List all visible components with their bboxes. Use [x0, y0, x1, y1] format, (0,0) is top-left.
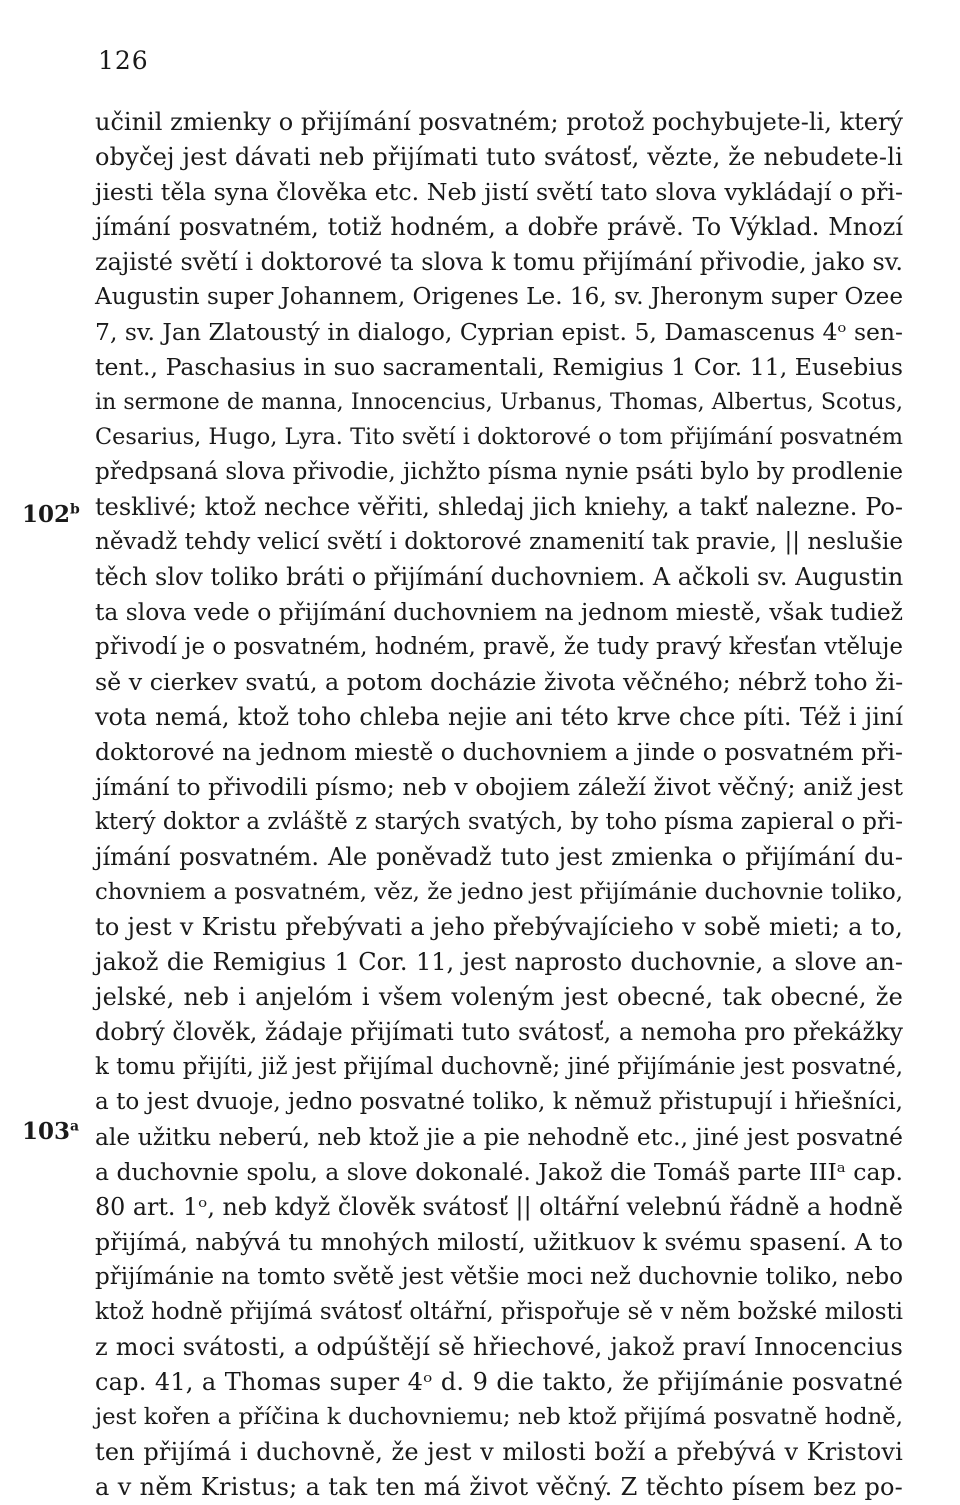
text-line: Cesarius, Hugo, Lyra. Tito světí i doktorové o tom přijímání posvatném [95, 424, 903, 450]
text-line: a to jest dvuoje, jedno posvatné toliko, k němuž přistupují i hřiešníci, [95, 1089, 903, 1115]
text-line: k tomu přijíti, již jest přijímal duchovně; jiné přijímánie jest posvatné, [95, 1054, 903, 1080]
text-line: in sermone de manna, Innocencius, Urbanus, Thomas, Albertus, Scotus, [95, 390, 903, 415]
text-line: to jest v Kristu přebývati a jeho přebývajícieho v sobě mieti; a to, [95, 913, 903, 941]
text-line: přijímá, nabývá tu mnohých milostí, užitkuov k svému spasení. A to [95, 1228, 903, 1256]
margin-note-102b [22, 501, 80, 528]
text-line: jiesti těla syna člověka etc. Neb jistí světí tato slova vykládají o při- [95, 178, 903, 206]
text-line: zajisté světí i doktorové ta slova k tomu přijímání přivodie, jako sv. [95, 248, 903, 276]
margin-note-label: 103 [22, 1118, 71, 1145]
text-line: 80 art. 1ᵒ, neb když člověk svátosť || oltářní velebnú řádně a hodně [95, 1193, 903, 1221]
text-line: sě v cierkev svatú, a potom docházie života věčného; nébrž toho ži- [95, 668, 904, 696]
text-line: který doktor a zvláště z starých svatých, by toho písma zapieral o při- [95, 809, 903, 835]
text-line: ten přijímá i duchovně, že jest v milosti boží a přebývá v Kristovi [95, 1438, 903, 1466]
text-line: Augustin super Johannem, Origenes Le. 16, sv. Jheronym super Ozee [95, 284, 903, 310]
text-line: a duchovnie spolu, a slove dokonalé. Jakož die Tomáš parte IIIᵃ cap. [95, 1158, 903, 1186]
text-line: cap. 41, a Thomas super 4ᵒ d. 9 die takto, že přijímánie posvatné [95, 1368, 903, 1396]
text-line: a v něm Kristus; a tak ten má život věčný. Z těchto písem bez po- [95, 1473, 903, 1501]
text-line: jímání posvatném, totiž hodném, a dobře právě. To Výklad. Mnozí [95, 213, 903, 241]
text-line: tesklivé; ktož nechce věřiti, shledaj jich kniehy, a takť nalezne. Po- [95, 493, 903, 521]
text-line: 7, sv. Jan Zlatoustý in dialogo, Cyprian epist. 5, Damascenus 4ᵒ sen- [95, 318, 903, 346]
text-line: chovniem a posvatném, věz, že jedno jest přijímánie duchovnie toliko, [95, 879, 903, 905]
text-line: těch slov toliko bráti o přijímání duchovniem. A ačkoli sv. Augustin [95, 563, 904, 591]
text-line: ta slova vede o přijímání duchovniem na jednom miestě, však tudiež [95, 598, 903, 626]
text-line: doktorové na jednom miestě o duchovniem a jinde o posvatném při- [95, 738, 903, 766]
text-line: jelské, neb i anjelóm i všem voleným jest obecné, tak obecné, že [95, 983, 903, 1011]
text-line: přivodí je o posvatném, hodném, pravě, že tudy pravý křesťan vtěluje [95, 634, 903, 660]
text-line: jímání to přivodili písmo; neb v obojiem záleží život věčný; aniž jest [95, 773, 903, 801]
text-line: vota nemá, ktož toho chleba nejie ani této krve chce píti. Též i jiní [95, 703, 903, 731]
margin-note-sup: b [70, 501, 80, 518]
text-line: jímání posvatném. Ale poněvadž tuto jest zmienka o přijímání du- [95, 843, 903, 871]
text-line: jakož die Remigius 1 Cor. 11, jest naprosto duchovnie, a slove an- [95, 948, 903, 976]
text-line: obyčej jest dávati neb přijímati tuto svátosť, vězte, že nebudete-li [95, 143, 903, 171]
text-line: ale užitku neberú, neb ktož jie a pie nehodně etc., jiné jest posvatné [95, 1123, 903, 1151]
text-line: z moci svátosti, a odpúštějí sě hřiechové, jakož praví Innocencius [95, 1333, 903, 1361]
margin-note-sup: a [70, 1118, 80, 1135]
text-line: přijímánie na tomto světě jest většie moci než duchovnie toliko, nebo [95, 1264, 903, 1290]
text-line: jest kořen a příčina k duchovniemu; neb ktož přijímá posvatně hodně, [95, 1404, 903, 1430]
text-line: učinil zmienky o přijímání posvatném; protož pochybujete-li, který [95, 108, 903, 136]
text-line: ktož hodně přijímá svátosť oltářní, přispořuje sě v něm božské milosti [95, 1299, 903, 1325]
text-line: tent., Paschasius in suo sacramentali, Remigius 1 Cor. 11, Eusebius [95, 353, 903, 381]
body-text [95, 105, 903, 1505]
text-line: něvadž tehdy velicí světí i doktorové znamenití tak pravie, || neslušie [95, 529, 903, 555]
text-line: předpsaná slova přivodie, jichžto písma nynie psáti bylo by prodlenie [95, 459, 903, 485]
text-line: dobrý člověk, žádaje přijímati tuto svátosť, a nemoha pro překážky [95, 1018, 903, 1046]
page-number: 126 [98, 46, 149, 75]
margin-note-103a [22, 1118, 79, 1145]
margin-note-label: 102 [22, 501, 71, 528]
